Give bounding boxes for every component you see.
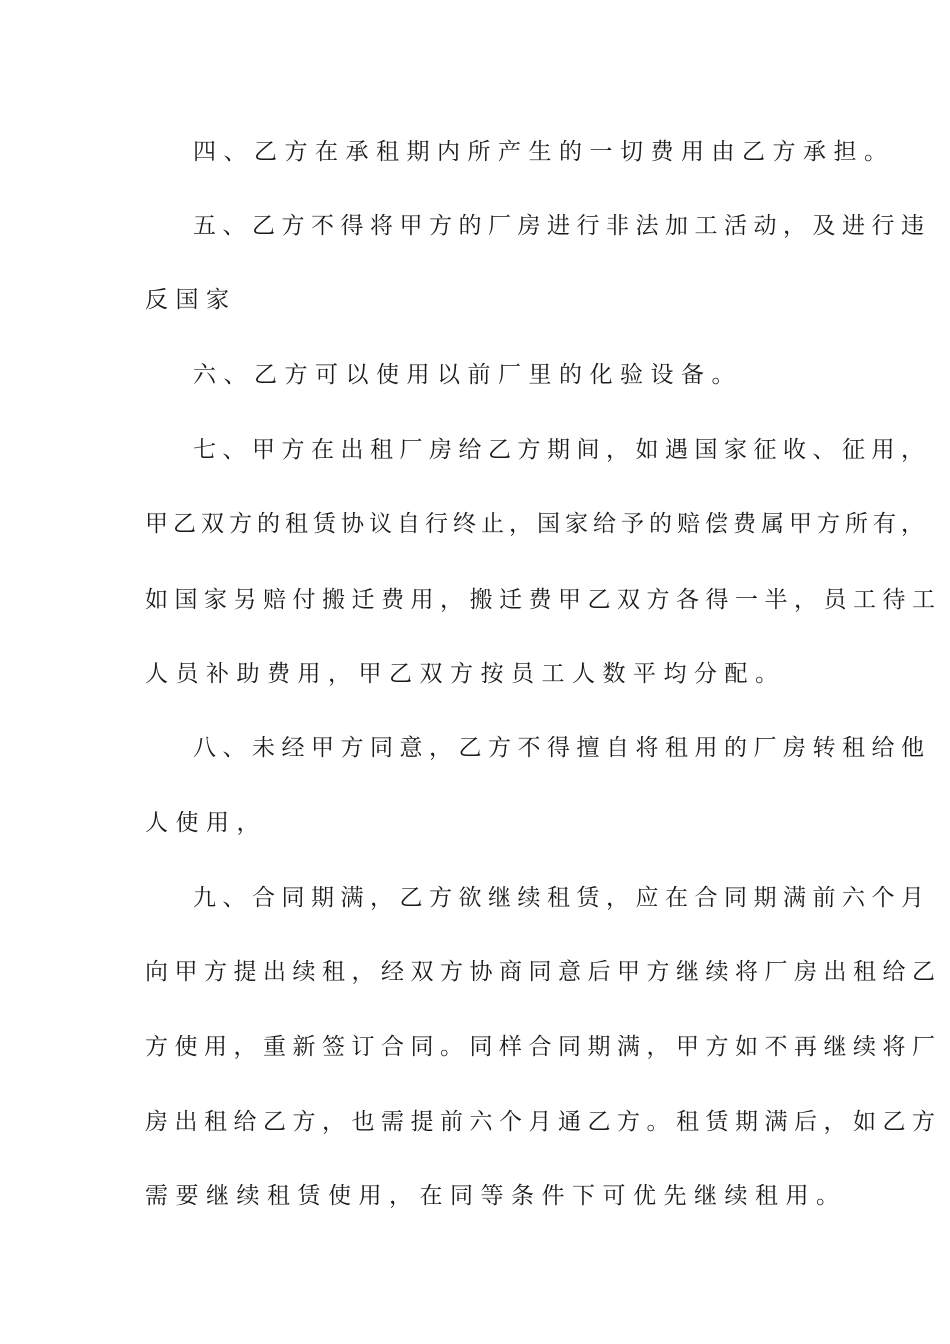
clause-8-line-2: 人使用， [145, 810, 267, 836]
clause-7-line-2: 甲乙双方的租赁协议自行终止，国家给予的赔偿费属甲方所有， [145, 511, 929, 537]
clause-7-line-1: 七、甲方在出租厂房给乙方期间，如遇国家征收、征用， [193, 437, 931, 463]
clause-6-line-1: 六、乙方可以使用以前厂里的化验设备。 [193, 362, 742, 388]
clause-7-line-3: 如国家另赔付搬迁费用，搬迁费甲乙双方各得一半，员工待工 [145, 587, 942, 613]
clause-4-line-1: 四、乙方在承租期内所产生的一切费用由乙方承担。 [193, 139, 895, 165]
clause-8-line-1: 八、未经甲方同意，乙方不得擅自将租用的厂房转租给他 [193, 735, 931, 761]
clause-9-line-2: 向甲方提出续租，经双方协商同意后甲方继续将厂房出租给乙 [145, 959, 942, 985]
clause-5-line-1: 五、乙方不得将甲方的厂房进行非法加工活动，及进行违 [193, 213, 931, 239]
clause-9-line-1: 九、合同期满，乙方欲继续租赁，应在合同期满前六个月 [193, 885, 931, 911]
clause-9-line-4: 房出租给乙方，也需提前六个月通乙方。租赁期满后，如乙方 [145, 1109, 942, 1135]
clause-7-line-4: 人员补助费用，甲乙双方按员工人数平均分配。 [145, 661, 786, 687]
clause-9-line-3: 方使用，重新签订合同。同样合同期满，甲方如不再继续将厂 [145, 1034, 942, 1060]
clause-5-line-2: 反国家 [145, 287, 237, 313]
clause-9-line-5: 需要继续租赁使用，在同等条件下可优先继续租用。 [145, 1183, 847, 1209]
